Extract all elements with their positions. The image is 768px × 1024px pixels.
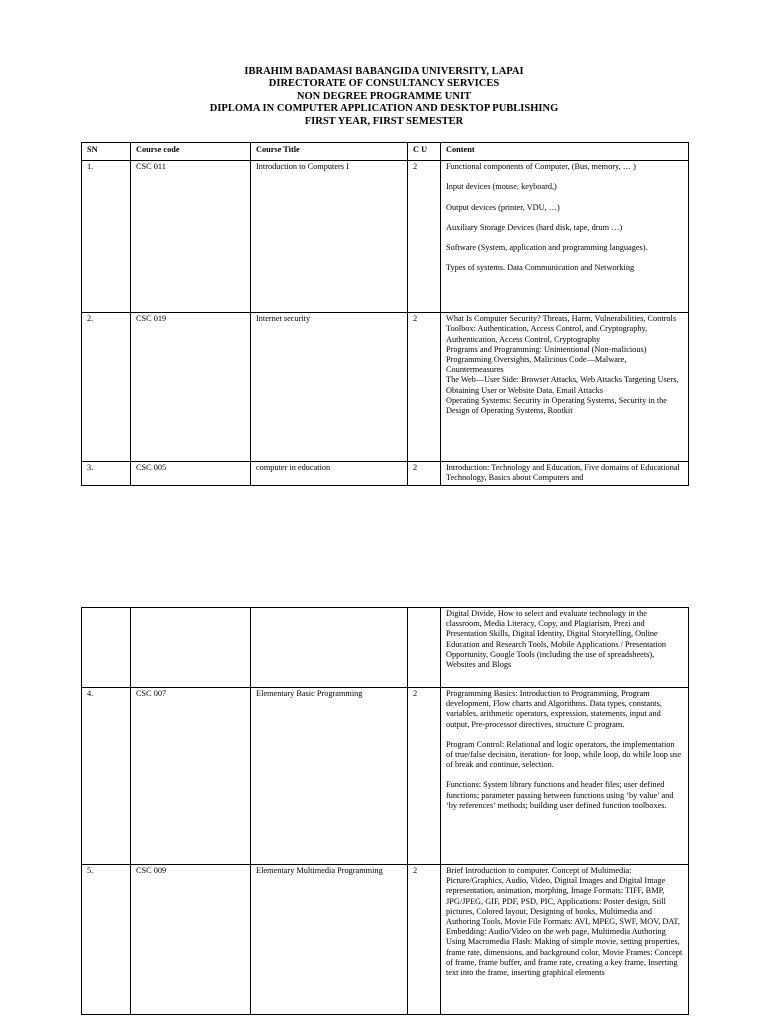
cell-content <box>441 462 689 485</box>
cell-course-code: CSC 009 <box>131 865 251 1015</box>
cell-course-title: computer in education <box>251 462 408 485</box>
cell-sn: 4. <box>82 688 131 865</box>
cell-sn <box>82 608 131 688</box>
cell-sn: 5. <box>82 865 131 1015</box>
document-header <box>0 66 768 128</box>
cell-content <box>441 865 689 1015</box>
table-row <box>82 462 689 485</box>
content-line: Operating Systems: Security in Operating Systems, Security in the Design of Operating Systems, Rootkit <box>446 395 667 416</box>
cell-cu: 2 <box>408 313 441 462</box>
content-line: Brief Introduction to computer. Concept of Multimedia: Picture/Graphics, Audio, Video, Digital Images and Digital Image representation, animation, morphing, Image Formats: TIFF, BMP, JPG/JPEG, GIF, PDF, PSD, PIC, Applications: Poster design, Still pictures, Colored layout, Designing of books, Multimedia and Authoring Tools, Movie File Formats: AVI, MPEG, SWF, MOV, DAT, Embedding: Audio/Video on the web page, Multimedia Authoring Using Macromedia Flash: Making of simple movie, setting properties, frame rate, dimensions, and background color, Movie Frames: Concept of frame, frame buffer, and frame rate, creating a key frame, Inserting text into the frame, inserting graphical elements <box>446 866 683 978</box>
cell-sn: 2. <box>82 313 131 462</box>
content-line: Functions: System library functions and header files; user defined functions; parameter passing between functions using ‘by value’ and ‘by references’ methods; building user defined function toolboxes. <box>446 780 674 810</box>
table-row <box>82 313 689 462</box>
column-header-cu: C U <box>408 143 441 161</box>
semester-label: FIRST YEAR, FIRST SEMESTER <box>304 115 464 127</box>
cell-course-title <box>251 608 408 688</box>
cell-course-code <box>131 608 251 688</box>
content-line: Input devices (mouse, keyboard,) <box>446 182 557 192</box>
cell-cu: 2 <box>408 688 441 865</box>
table-header-row <box>82 143 689 161</box>
unit-name: NON DEGREE PROGRAMME UNIT <box>296 90 472 102</box>
programme-name: DIPLOMA IN COMPUTER APPLICATION AND DESKTOP PUBLISHING <box>209 103 559 115</box>
cell-content <box>441 688 689 865</box>
directorate-name: DIRECTORATE OF CONSULTANCY SERVICES <box>268 78 500 90</box>
cell-course-title: Internet security <box>251 313 408 462</box>
cell-course-code: CSC 011 <box>131 161 251 313</box>
course-table <box>81 142 689 486</box>
content-line: Types of systems. Data Communication and Networking <box>446 263 635 273</box>
cell-course-title: Introduction to Computers I <box>251 161 408 313</box>
cell-course-title: Elementary Basic Programming <box>251 688 408 865</box>
cell-cu: 2 <box>408 865 441 1015</box>
table-row <box>82 865 689 1015</box>
column-header-course-code: Course code <box>131 143 251 161</box>
column-header-course-title: Course Title <box>251 143 408 161</box>
content-line: Programs and Programming: Unintentional (Non-malicious) Programming Oversights, Malicious Code—Malware, Countermeasures <box>446 344 647 375</box>
content-line: Program Control: Relational and logic operators, the implementation of true/false decision, iteration- for loop, while loop, do while loop use of break and continue, selection. <box>446 739 682 770</box>
cell-cu: 2 <box>408 462 441 485</box>
table-row <box>82 161 689 313</box>
content-line: The Web—User Side: Browser Attacks, Web Attacks Targeting Users, Obtaining User or Website Data, Email Attacks <box>446 375 679 395</box>
content-line: Auxiliary Storage Devices (hard disk, tape, drum …) <box>446 222 623 232</box>
cell-cu: 2 <box>408 161 441 313</box>
cell-content <box>441 608 689 688</box>
content-line: Programming Basics: Introduction to Programming, Program development, Flow charts and Algorithms. Data types, constants, variables, arithmetic operators, expression, statements, input and output, Pre-processor directives, structure C program. <box>446 689 662 729</box>
cell-course-code: CSC 007 <box>131 688 251 865</box>
content-line: Toolbox: Authentication, Access Control, and Cryptography, Authentication, Access Control, Cryptography <box>446 324 648 344</box>
cell-sn: 1. <box>82 161 131 313</box>
content-line: Software (System, application and programming languages). <box>446 243 648 253</box>
cell-course-code: CSC 019 <box>131 313 251 462</box>
cell-course-code: CSC 005 <box>131 462 251 485</box>
column-header-sn: SN <box>82 143 131 161</box>
content-line: Digital Divide, How to select and evaluate technology in the classroom, Media Literacy, Copy, and Plagiarism, Prezi and Presentation Skills, Digital Identity, Digital Storytelling, Online Education and Research Tools, Mobile Applications / Presentation Opportunity, Google Tools (including the use of spreadsheets), Websites and Blogs <box>446 609 667 670</box>
cell-content <box>441 313 689 462</box>
course-table-continued <box>81 607 689 1015</box>
column-header-content: Content <box>441 143 689 161</box>
university-name: IBRAHIM BADAMASI BABANGIDA UNIVERSITY, LAPAI <box>244 66 524 77</box>
cell-course-title: Elementary Multimedia Programming <box>251 865 408 1015</box>
content-line: Output devices (printer, VDU, …) <box>446 202 560 212</box>
content-line: What Is Computer Security? Threats, Harm, Vulnerabilities, Controls <box>446 314 677 324</box>
content-line: Functional components of Computer, (Bus, memory, … ) <box>446 162 636 172</box>
cell-content <box>441 161 689 313</box>
content-line: Introduction: Technology and Education, Five domains of Educational Technology, Basics about Computers and <box>446 463 680 483</box>
cell-cu <box>408 608 441 688</box>
table-row <box>82 688 689 865</box>
cell-sn: 3. <box>82 462 131 485</box>
table-row-continued <box>82 608 689 688</box>
